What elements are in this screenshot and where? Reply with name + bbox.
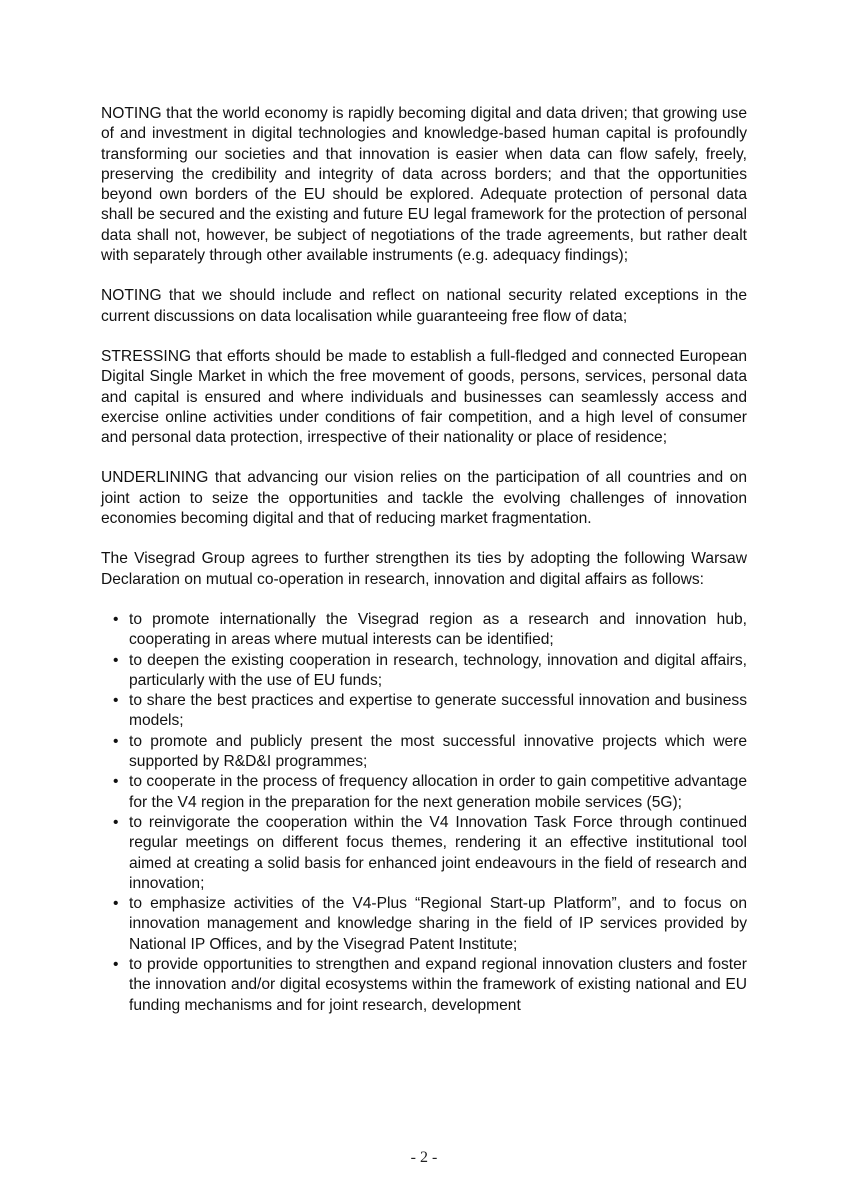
bullet-icon: • [113,732,119,750]
paragraph-stressing-digital-single-market: STRESSING that efforts should be made to establish a full-fledged and connected European Digital Single Market in which the free movement of goods, persons, services, personal data and capital is ensured and where individuals and businesses can seamlessly access and exercise online activities under conditions of fair competition, and a high level of consumer and personal data protection, irrespective of their nationality or place of residence; [101,347,747,447]
list-item [101,651,747,692]
paragraph-noting-national-security: NOTING that we should include and reflect on national security related exceptions in the current discussions on data localisation while guaranteeing free flow of data; [101,287,747,325]
paragraph-underlining-vision: UNDERLINING that advancing our vision relies on the participation of all countries and on joint action to seize the opportunities and tackle the evolving challenges of innovation economies becoming digital and that of reducing market fragmentation. [101,469,747,528]
document-body [101,104,747,1016]
list-item-text: to deepen the existing cooperation in research, technology, innovation and digital affairs, particularly with the use of EU funds; [129,651,747,689]
paragraph-noting-digital-economy: NOTING that the world economy is rapidly becoming digital and data driven; that growing use of and investment in digital technologies and knowledge-based human capital is profoundly transforming our societies and that innovation is easier when data can flow safely, freely, preserving the credibility and integrity of data across borders; and that the opportunities beyond own borders of the EU should be explored. Adequate protection of personal data shall be secured and the existing and future EU legal framework for the protection of personal data shall not, however, be subject of negotiations of the trade agreements, but rather dealt with separately through other available instruments (e.g. adequacy findings); [101,105,747,265]
list-item-text: to cooperate in the process of frequency allocation in order to gain competitive advantage for the V4 region in the preparation for the next generation mobile services (5G); [129,773,747,811]
list-item-text: to share the best practices and expertise to generate successful innovation and business models; [129,692,747,730]
list-item-text: to promote and publicly present the most successful innovative projects which were supported by R&D&I programmes; [129,732,747,771]
list-item [101,691,747,732]
bullet-icon: • [113,692,119,710]
list-item [101,772,747,813]
list-item [101,894,747,955]
bullet-icon: • [113,651,119,669]
list-item-text: to promote internationally the Visegrad region as a research and innovation hub, cooperating in areas where mutual interests can be identified; [129,610,747,649]
list-item-text: to emphasize activities of the V4-Plus “Regional Start-up Platform”, and to focus on innovation management and knowledge sharing in the field of IP services provided by National IP Offices, and by the Visegrad Patent Institute; [129,895,747,953]
bullet-icon: • [113,955,119,973]
bullet-icon: • [113,610,119,628]
bullet-icon: • [113,813,119,831]
bullet-icon: • [113,895,119,913]
list-item [101,610,747,651]
list-item-text: to reinvigorate the cooperation within the V4 Innovation Task Force through continued regular meetings on different focus themes, rendering it an effective institutional tool aimed at creating a solid basis for enhanced joint endeavours in the field of research and innovation; [129,813,747,892]
paragraph-visegrad-agreement: The Visegrad Group agrees to further strengthen its ties by adopting the following Warsaw Declaration on mutual co-operation in research, innovation and digital affairs as follows: [101,550,747,588]
list-item-text: to provide opportunities to strengthen and expand regional innovation clusters and foster the innovation and/or digital ecosystems within the framework of existing national and EU funding mechanisms and for joint research, development [129,955,747,1014]
list-item [101,732,747,773]
declaration-bullet-list [101,610,747,1016]
list-item [101,813,747,894]
page-number: - 2 - [410,1149,438,1166]
bullet-icon: • [113,773,119,791]
list-item [101,955,747,1016]
